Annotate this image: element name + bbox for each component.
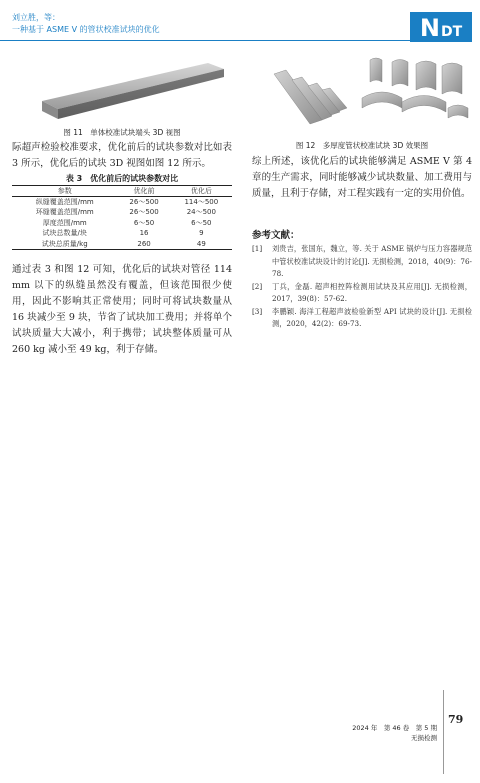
table-cell: 26～500	[129, 198, 159, 206]
logo-letter-n: N	[419, 14, 440, 42]
table-row	[12, 207, 232, 218]
table-3	[12, 185, 232, 250]
reference-item	[252, 243, 472, 281]
footer-issue: 2024 年 第 46 卷 第 5 期	[352, 724, 437, 732]
reference-item	[252, 281, 472, 306]
reference-number: [2]	[252, 281, 263, 291]
reference-number: [1]	[252, 244, 263, 253]
left-paragraph-1: 际超声检验校准要求，优化前后的试块参数对比如表 3 所示，优化后的试块 3D 视图如图 12 所示。	[12, 142, 232, 169]
footer-journal: 无损检测	[411, 734, 437, 742]
reference-item	[252, 306, 472, 331]
page-number: 79	[448, 713, 464, 726]
footer-rule	[443, 690, 444, 774]
table-cell: 6～50	[133, 218, 155, 227]
table-row	[12, 197, 232, 208]
table-row	[12, 218, 232, 229]
table-cell: 49	[196, 239, 206, 248]
table-row	[12, 239, 232, 250]
reference-text: 李鹏颖. 海洋工程超声波检验新型 API 试块的设计[J]. 无损检测，2020，42(2)：69-73.	[272, 306, 472, 328]
table-cell: 16	[139, 229, 149, 238]
header-rule	[0, 40, 410, 41]
table-header-cell: 优化前	[133, 187, 155, 195]
left-paragraph-2: 通过表 3 和图 12 可知，优化后的试块对管径 114 mm 以下的纵缝虽然没有覆盖，但该范围很少使用，因此不影响其正常使用；同时可将试块数量从 16 块减少至 9 块，节省了试块加工费用；并将单个试块质量大大减小，利于携带；试块整体质量可从 260 kg 减小至 49 kg，利于存储。	[12, 264, 232, 355]
table-cell: 6～50	[191, 218, 212, 227]
table-cell: 26～500	[129, 208, 159, 217]
table-row	[12, 228, 232, 239]
table-cell: 环缝覆盖范围/mm	[35, 208, 94, 217]
table-header-row	[12, 186, 232, 197]
table-cell: 纵缝覆盖范围/mm	[35, 198, 94, 206]
reference-text: 刘贵吉，张国东，魏立，等. 关于 ASME 锅炉与压力容器规范中管状校准试块设计的讨论[J]. 无损检测，2018，40(9)：76-78.	[272, 244, 472, 278]
table-cell: 试块总质量/kg	[41, 239, 88, 248]
table-cell: 24～500	[186, 208, 216, 217]
figure-11-image	[12, 55, 232, 125]
figure-12-image	[252, 50, 472, 135]
header-authors: 刘立胜，等：	[12, 13, 60, 22]
table-cell: 试块总数量/块	[42, 229, 87, 238]
reference-number: [3]	[252, 306, 263, 316]
right-paragraph-1: 综上所述，该优化后的试块能够满足 ASME V 第 4 章的生产需求，同时能够减少试块数量、加工费用与质量，且利于存储，对工程实践有一定的实用价值。	[252, 156, 472, 199]
reference-text: 丁兵，金磊. 超声相控阵检测用试块及其应用[J]. 无损检测，2017，39(8)：57-62.	[272, 281, 472, 303]
table-header-cell: 优化后	[190, 187, 212, 195]
reference-list	[252, 243, 472, 331]
table-cell: 厚度范围/mm	[42, 218, 87, 227]
references-heading: 参考文献：	[252, 230, 300, 241]
header-title: 一种基于 ASME V 的管状校准试块的优化	[12, 25, 160, 34]
table-header-cell: 参数	[57, 187, 72, 195]
figure-11-caption: 图 11 单体校准试块端头 3D 视图	[63, 128, 181, 137]
figure-12-caption: 图 12 多厚度管状校准试块 3D 效果图	[295, 141, 429, 150]
table-cell: 9	[199, 229, 204, 238]
logo-letters-dt: DT	[440, 24, 463, 40]
table-3-caption: 表 3 优化前后的试块参数对比	[65, 174, 179, 183]
journal-logo	[410, 12, 472, 42]
table-cell: 260	[137, 239, 151, 248]
table-cell: 114～500	[184, 198, 219, 206]
